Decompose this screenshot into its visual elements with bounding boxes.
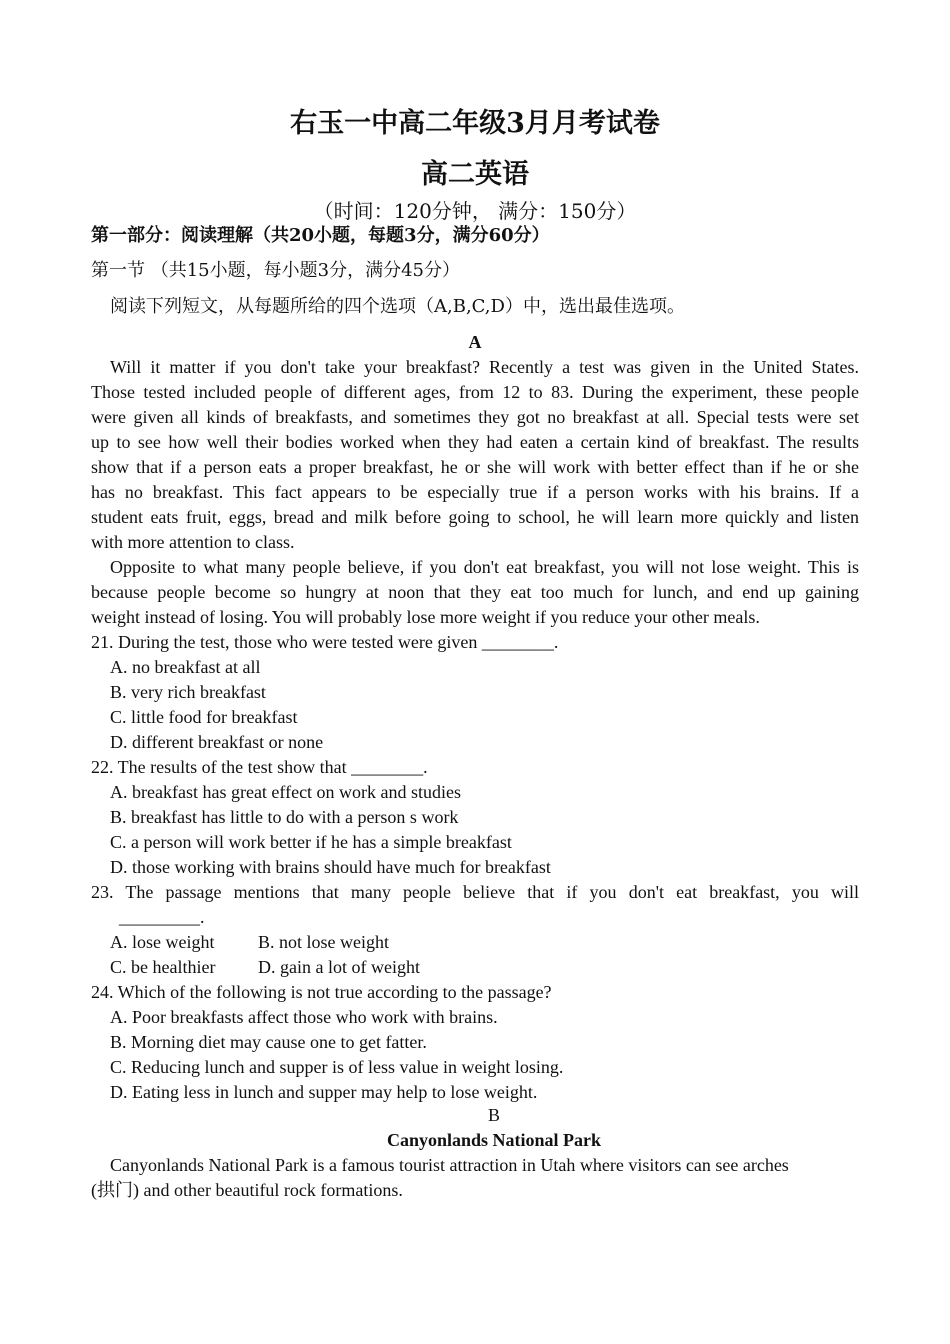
question-22-option-b: B. breakfast has little to do with a person s work <box>110 807 459 827</box>
instruction: 阅读下列短文，从每题所给的四个选项（A,B,C,D）中，选出最佳选项。 <box>110 296 685 317</box>
passage-a-line: with more attention to class. <box>91 532 295 552</box>
passage-b-line: (拱门) and other beautiful rock formations. <box>91 1180 403 1200</box>
passage-a-line: student eats fruit, eggs, bread and milk before going to school, he will learn more quickly and listen <box>91 507 859 527</box>
passage-a-line: because people become so hungry at noon that they eat too much for lunch, and end up gaining <box>91 582 859 602</box>
time-info: （时间：120分钟， 满分：150分） <box>313 199 637 223</box>
question-24-option-b: B. Morning diet may cause one to get fatter. <box>110 1032 427 1052</box>
passage-a-label: A <box>468 332 482 352</box>
question-21-option-c: C. little food for breakfast <box>110 707 298 727</box>
question-23-option-a: A. lose weight <box>110 932 215 952</box>
passage-a-line: Will it matter if you don't take your breakfast? Recently a test was given in the United States. <box>110 357 859 377</box>
question-23-blank: _________. <box>119 907 205 927</box>
question-24-option-a: A. Poor breakfasts affect those who work with brains. <box>110 1007 498 1027</box>
question-21-option-d: D. different breakfast or none <box>110 732 324 752</box>
question-21-stem: 21. During the test, those who were tested were given ________. <box>91 632 559 652</box>
question-23-options-row-2 <box>91 955 878 980</box>
passage-a-line: Opposite to what many people believe, if you don't eat breakfast, you will not lose weight. This is <box>110 557 859 577</box>
question-24-stem: 24. Which of the following is not true according to the passage? <box>91 982 552 1002</box>
question-23-option-d: D. gain a lot of weight <box>258 957 420 977</box>
passage-a-line: Those tested included people of different ages, from 12 to 83. During the experiment, these people <box>91 382 859 402</box>
passage-b-label: B <box>487 1105 500 1125</box>
section-heading: 第一节 （共15小题，每小题3分，满分45分） <box>91 260 460 281</box>
exam-title: 右玉一中高二年级3月月考试卷 <box>290 108 660 139</box>
question-24-option-d: D. Eating less in lunch and supper may help to lose weight. <box>110 1082 538 1102</box>
passage-b-title: Canyonlands National Park <box>386 1130 602 1150</box>
question-21-option-a: A. no breakfast at all <box>110 657 261 677</box>
question-22-option-d: D. those working with brains should have much for breakfast <box>110 857 551 877</box>
passage-a-line: were given all kinds of breakfasts, and sometimes they got no breakfast at all. Special tests were set <box>91 407 859 427</box>
passage-a-line: weight instead of losing. You will probably lose more weight if you reduce your other meals. <box>91 607 760 627</box>
question-23-option-c: C. be healthier <box>110 957 216 977</box>
question-22-option-c: C. a person will work better if he has a simple breakfast <box>110 832 512 852</box>
question-23-stem: 23. The passage mentions that many people believe that if you don't eat breakfast, you will <box>91 882 859 902</box>
passage-a-line: has no breakfast. This fact appears to be especially true if a person works with his brains. If a <box>91 482 859 502</box>
subject-title: 高二英语 <box>421 159 529 190</box>
question-23-option-b: B. not lose weight <box>258 932 389 952</box>
question-22-stem: 22. The results of the test show that ________. <box>91 757 428 777</box>
question-21-option-b: B. very rich breakfast <box>110 682 266 702</box>
question-22-option-a: A. breakfast has great effect on work and studies <box>110 782 462 802</box>
part1-heading: 第一部分：阅读理解（共20小题，每题3分，满分60分） <box>91 225 550 246</box>
passage-a-line: show that if a person eats a proper breakfast, he or she will work with better effect than if he or she <box>91 457 859 477</box>
question-23-options-row-1 <box>91 930 878 955</box>
passage-a-line: up to see how well their bodies worked when they had eaten a certain kind of breakfast. The results <box>91 432 859 452</box>
question-24-option-c: C. Reducing lunch and supper is of less value in weight losing. <box>110 1057 564 1077</box>
passage-b-line: Canyonlands National Park is a famous tourist attraction in Utah where visitors can see arches <box>110 1155 789 1175</box>
